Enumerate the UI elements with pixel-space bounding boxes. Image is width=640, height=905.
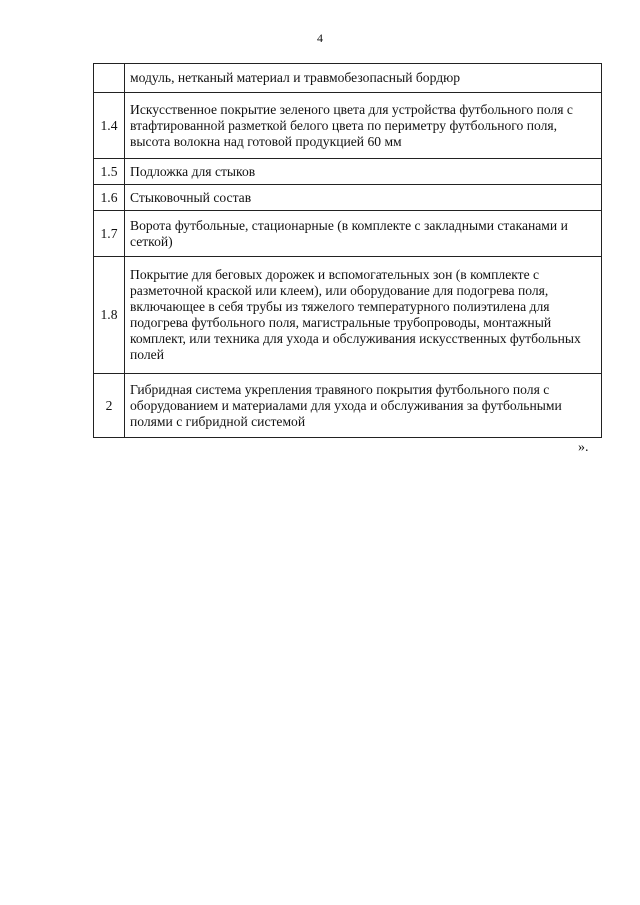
row-description: модуль, нетканый материал и травмобезопасный бордюр	[125, 64, 602, 93]
row-description: Стыковочный состав	[125, 185, 602, 211]
table-row	[94, 185, 602, 211]
table-row	[94, 211, 602, 257]
row-number: 1.8	[94, 257, 125, 374]
row-description: Искусственное покрытие зеленого цвета для устройства футбольного поля с втафтированной разметкой белого цвета по периметру футбольного поля, высота волокна над готовой продукцией 60 мм	[125, 93, 602, 159]
row-number: 1.6	[94, 185, 125, 211]
items-table	[93, 63, 602, 438]
row-number: 1.5	[94, 159, 125, 185]
row-number: 2	[94, 374, 125, 438]
page-number: 4	[317, 31, 323, 45]
row-description: Ворота футбольные, стационарные (в комплекте с закладными стаканами и сеткой)	[125, 211, 602, 257]
row-description: Покрытие для беговых дорожек и вспомогательных зон (в комплекте с разметочной краской или клеем), или оборудование для подогрева поля, включающее в себя трубы из тяжелого температурного полиэтилена для подогрева футбольного поля, магистральные трубопроводы, монтажный комплект, или техника для ухода и обслуживания искусственных футбольных полей	[125, 257, 602, 374]
row-description: Гибридная система укрепления травяного покрытия футбольного поля с оборудованием и материалами для ухода и обслуживания за футбольными полями с гибридной системой	[125, 374, 602, 438]
table-row	[94, 93, 602, 159]
table-row	[94, 64, 602, 93]
row-number: 1.4	[94, 93, 125, 159]
closing-quote-mark: ».	[578, 440, 589, 455]
row-number	[94, 64, 125, 93]
row-number: 1.7	[94, 211, 125, 257]
row-description: Подложка для стыков	[125, 159, 602, 185]
table-row	[94, 257, 602, 374]
table-row	[94, 374, 602, 438]
table-row	[94, 159, 602, 185]
